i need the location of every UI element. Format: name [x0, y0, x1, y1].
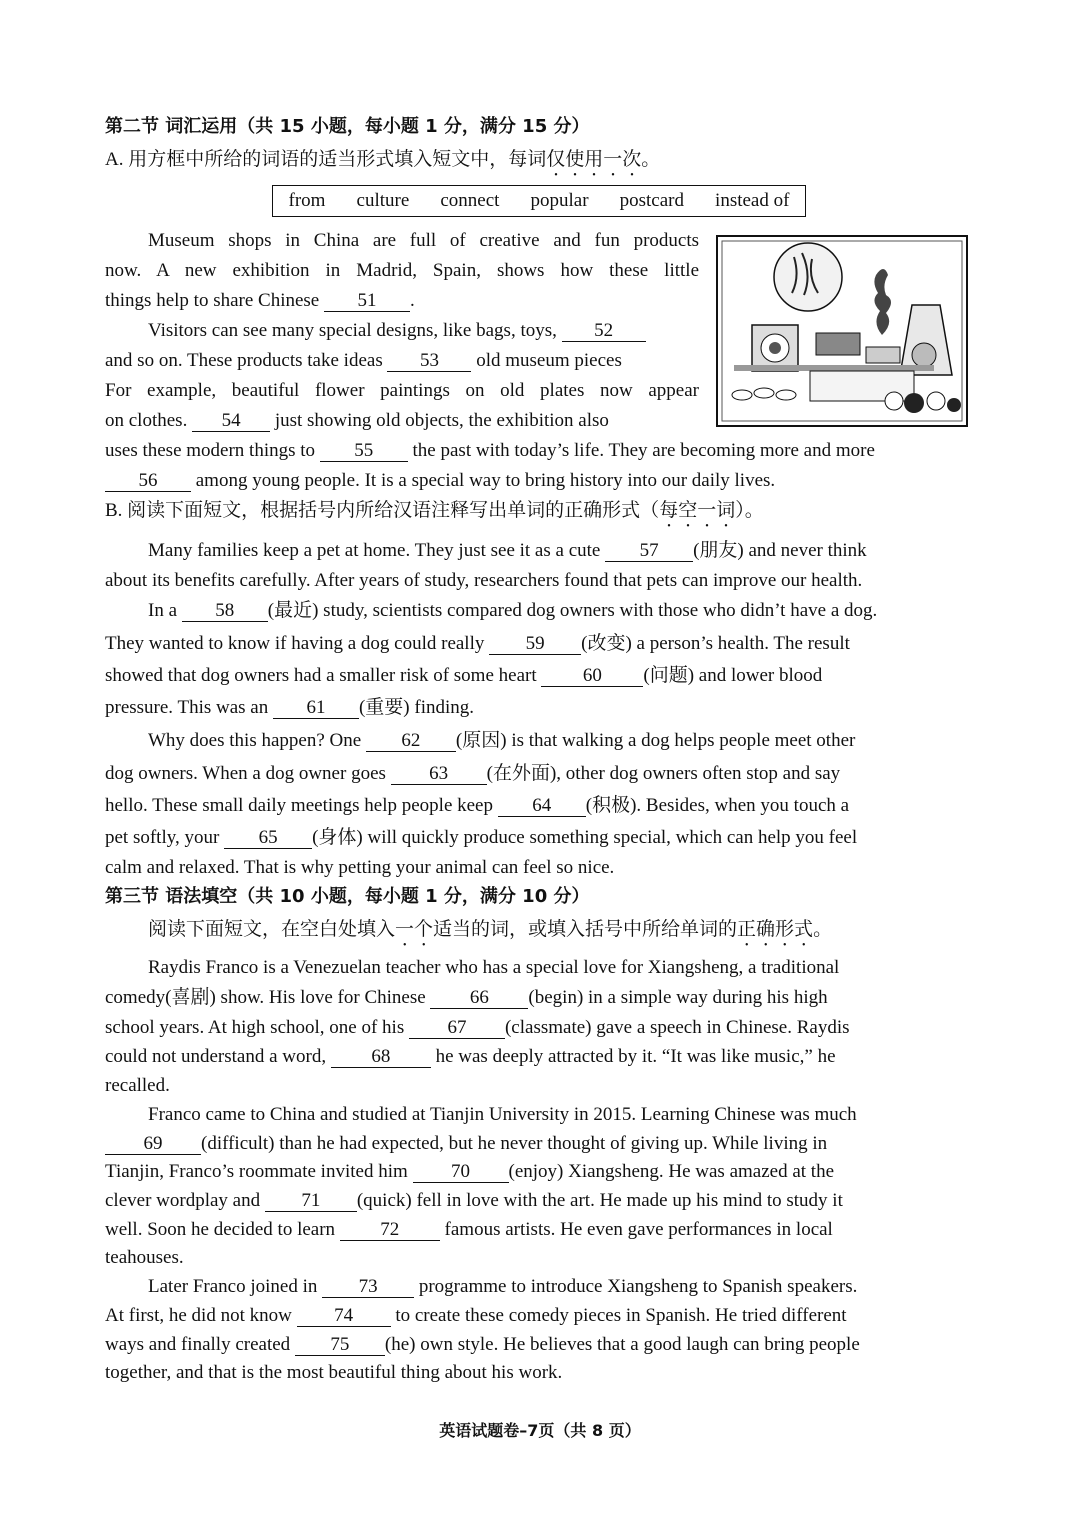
- passage-text: programme to introduce Xiangsheng to Spanish speakers.: [418, 1276, 858, 1297]
- passage-text: (身体) will quickly produce something special, which can help you feel: [312, 827, 858, 848]
- word-box-item: culture: [356, 190, 410, 211]
- blank-52[interactable]: 52: [562, 321, 646, 342]
- passage-a-line: [105, 469, 975, 493]
- passage-text: At first, he did not know: [105, 1305, 292, 1326]
- blank-69[interactable]: 69: [105, 1134, 201, 1155]
- passage-text: could not understand a word,: [105, 1046, 327, 1067]
- passage-b-line: [105, 762, 975, 786]
- passage-text: showed that dog owners had a smaller risk of some heart: [105, 665, 537, 686]
- passage-b-line: [105, 664, 975, 688]
- passage-text: dog owners. When a dog owner goes: [105, 763, 386, 784]
- passage-b-line: [105, 794, 975, 818]
- passage-text: he was deeply attracted by it. “It was like music,” he: [435, 1046, 836, 1067]
- instr-emphasis: 一个: [395, 919, 434, 940]
- section-3-heading: 第三节 语法填空（共 10 小题，每小题 1 分，满分 10 分）: [105, 886, 590, 907]
- passage-text: ways and finally created: [105, 1334, 291, 1355]
- passage-b-line: [148, 729, 975, 753]
- passage-text: clever wordplay and: [105, 1190, 261, 1211]
- passage-a-line: [105, 439, 975, 463]
- passage-text: school years. At high school, one of his: [105, 1017, 405, 1038]
- blank-54[interactable]: 54: [192, 411, 270, 432]
- passage-c-line: recalled.: [105, 1075, 170, 1096]
- passage-text: Visitors can see many special designs, like bags, toys,: [148, 320, 557, 341]
- passage-a-line: [105, 349, 975, 373]
- passage-text: (在外面), other dog owners often stop and say: [486, 763, 841, 784]
- passage-text: (quick) fell in love with the art. He made up his mind to study it: [356, 1190, 843, 1211]
- passage-text: Tianjin, Franco’s roommate invited him: [105, 1161, 408, 1182]
- part-b-instruction: [105, 499, 975, 532]
- passage-text: on clothes.: [105, 410, 188, 431]
- word-box: [272, 185, 806, 217]
- passage-c-line: together, and that is the most beautiful thing about his work.: [105, 1362, 563, 1383]
- word-box-item: connect: [440, 190, 500, 211]
- passage-c-line: [105, 1160, 975, 1184]
- passage-b-line: calm and relaxed. That is why petting your animal can feel so nice.: [105, 857, 615, 878]
- blank-55[interactable]: 55: [320, 441, 408, 462]
- passage-text: (问题) and lower blood: [643, 665, 823, 686]
- instr-text: 适当的词，或填入括号中所给单词的: [433, 919, 738, 940]
- blank-74[interactable]: 74: [297, 1306, 391, 1327]
- passage-c-line: [105, 1045, 975, 1069]
- blank-61[interactable]: 61: [273, 698, 359, 719]
- passage-text: just showing old objects, the exhibition also: [274, 410, 609, 431]
- blank-58[interactable]: 58: [182, 601, 268, 622]
- blank-56[interactable]: 56: [105, 471, 191, 492]
- passage-text: hello. These small daily meetings help people keep: [105, 795, 493, 816]
- passage-text: well. Soon he decided to learn: [105, 1219, 336, 1240]
- blank-71[interactable]: 71: [265, 1191, 357, 1212]
- passage-c-line: [105, 1304, 975, 1328]
- blank-66[interactable]: 66: [430, 988, 528, 1009]
- word-box-item: postcard: [619, 190, 684, 211]
- part-b-instr-pre: B. 阅读下面短文，根据括号内所给汉语注释写出单词的正确形式（: [105, 500, 660, 521]
- blank-57[interactable]: 57: [605, 541, 693, 562]
- blank-59[interactable]: 59: [489, 634, 581, 655]
- passage-a-line: For example, beautiful flower paintings on old plates now appear: [105, 380, 699, 401]
- passage-text: (重要) finding.: [358, 697, 475, 718]
- passage-b-line: [148, 599, 975, 623]
- passage-text: (改变) a person’s health. The result: [581, 633, 850, 654]
- passage-c-line: [105, 986, 975, 1010]
- blank-53[interactable]: 53: [387, 351, 471, 372]
- passage-c-line: [148, 1275, 975, 1299]
- passage-c-line: [105, 1218, 975, 1242]
- passage-text: the past with today’s life. They are becoming more and more: [412, 440, 875, 461]
- passage-text: pressure. This was an: [105, 697, 269, 718]
- passage-a-line: now. A new exhibition in Madrid, Spain, shows how these little: [105, 260, 699, 281]
- blank-65[interactable]: 65: [224, 828, 312, 849]
- passage-b-line: about its benefits carefully. After years of study, researchers found that pets can improve our health.: [105, 570, 863, 591]
- passage-c-line: [105, 1333, 975, 1357]
- part-b-instr-post: ）。: [735, 500, 764, 521]
- passage-b-line: [105, 696, 975, 720]
- word-box-item: popular: [530, 190, 589, 211]
- page-footer: 英语试题卷–7页（共 8 页）: [439, 1421, 641, 1440]
- blank-62[interactable]: 62: [366, 731, 456, 752]
- passage-text: (最近) study, scientists compared dog owners with those who didn’t have a dog.: [267, 600, 878, 621]
- passage-text: Why does this happen? One: [148, 730, 362, 751]
- passage-c-line: Raydis Franco is a Venezuelan teacher who has a special love for Xiangsheng, a traditional: [148, 957, 840, 978]
- passage-a-line: [105, 289, 975, 313]
- blank-73[interactable]: 73: [322, 1277, 414, 1298]
- passage-text: (原因) is that walking a dog helps people meet other: [455, 730, 856, 751]
- passage-text: .: [410, 290, 415, 311]
- blank-63[interactable]: 63: [391, 764, 487, 785]
- blank-67[interactable]: 67: [409, 1018, 505, 1039]
- blank-51[interactable]: 51: [324, 291, 410, 312]
- passage-b-line: [148, 539, 975, 563]
- section-3-instruction: [148, 918, 975, 951]
- part-a-instr-pre: A. 用方框中所给的词语的适当形式填入短文中，每词: [105, 149, 547, 170]
- passage-text: Later Franco joined in: [148, 1276, 318, 1297]
- passage-text: Many families keep a pet at home. They just see it as a cute: [148, 540, 601, 561]
- part-a-instr-emphasis: 仅使用一次: [546, 149, 642, 170]
- passage-text: (朋友) and never think: [693, 540, 867, 561]
- word-box-item: instead of: [715, 190, 790, 211]
- passage-c-line: Franco came to China and studied at Tianjin University in 2015. Learning Chinese was much: [148, 1104, 857, 1125]
- blank-70[interactable]: 70: [413, 1162, 509, 1183]
- passage-b-line: [105, 632, 975, 656]
- passage-text: (积极). Besides, when you touch a: [585, 795, 850, 816]
- passage-text: They wanted to know if having a dog could really: [105, 633, 485, 654]
- section-2-heading: 第二节 词汇运用（共 15 小题，每小题 1 分，满分 15 分）: [105, 116, 590, 137]
- passage-c-line: [105, 1132, 975, 1156]
- passage-text: famous artists. He even gave performances in local: [444, 1219, 833, 1240]
- passage-a-line: [105, 409, 975, 433]
- blank-64[interactable]: 64: [498, 796, 586, 817]
- passage-text: uses these modern things to: [105, 440, 316, 461]
- instr-emphasis: 正确形式: [737, 919, 814, 940]
- passage-text: (difficult) than he had expected, but he never thought of giving up. While living in: [201, 1133, 828, 1154]
- instr-text: 。: [813, 919, 833, 940]
- passage-text: comedy(喜剧) show. His love for Chinese: [105, 987, 426, 1008]
- passage-a-line: Museum shops in China are full of creative and fun products: [148, 230, 699, 251]
- blank-75[interactable]: 75: [295, 1335, 385, 1356]
- blank-60[interactable]: 60: [541, 666, 643, 687]
- blank-72[interactable]: 72: [340, 1220, 440, 1241]
- passage-a-line: [148, 319, 975, 343]
- instr-text: 阅读下面短文，在空白处填入: [148, 919, 396, 940]
- passage-text: (classmate) gave a speech in Chinese. Raydis: [504, 1017, 850, 1038]
- passage-c-line: teahouses.: [105, 1247, 184, 1268]
- passage-c-line: [105, 1016, 975, 1040]
- passage-text: and so on. These products take ideas: [105, 350, 383, 371]
- passage-text: to create these comedy pieces in Spanish. He tried different: [395, 1305, 847, 1326]
- word-box-item: from: [288, 190, 326, 211]
- passage-text: In a: [148, 600, 178, 621]
- passage-text: (enjoy) Xiangsheng. He was amazed at the: [508, 1161, 835, 1182]
- passage-text: things help to share Chinese: [105, 290, 320, 311]
- passage-b-line: [105, 826, 975, 850]
- part-b-instr-emphasis: 每空一词: [659, 500, 736, 521]
- passage-text: old museum pieces: [476, 350, 622, 371]
- passage-text: (he) own style. He believes that a good laugh can bring people: [384, 1334, 860, 1355]
- passage-text: (begin) in a simple way during his high: [528, 987, 828, 1008]
- part-a-instr-post: 。: [641, 149, 661, 170]
- passage-c-line: [105, 1189, 975, 1213]
- passage-text: pet softly, your: [105, 827, 220, 848]
- passage-text: among young people. It is a special way to bring history into our daily lives.: [195, 470, 776, 491]
- part-a-instruction: [105, 148, 975, 181]
- blank-68[interactable]: 68: [331, 1047, 431, 1068]
